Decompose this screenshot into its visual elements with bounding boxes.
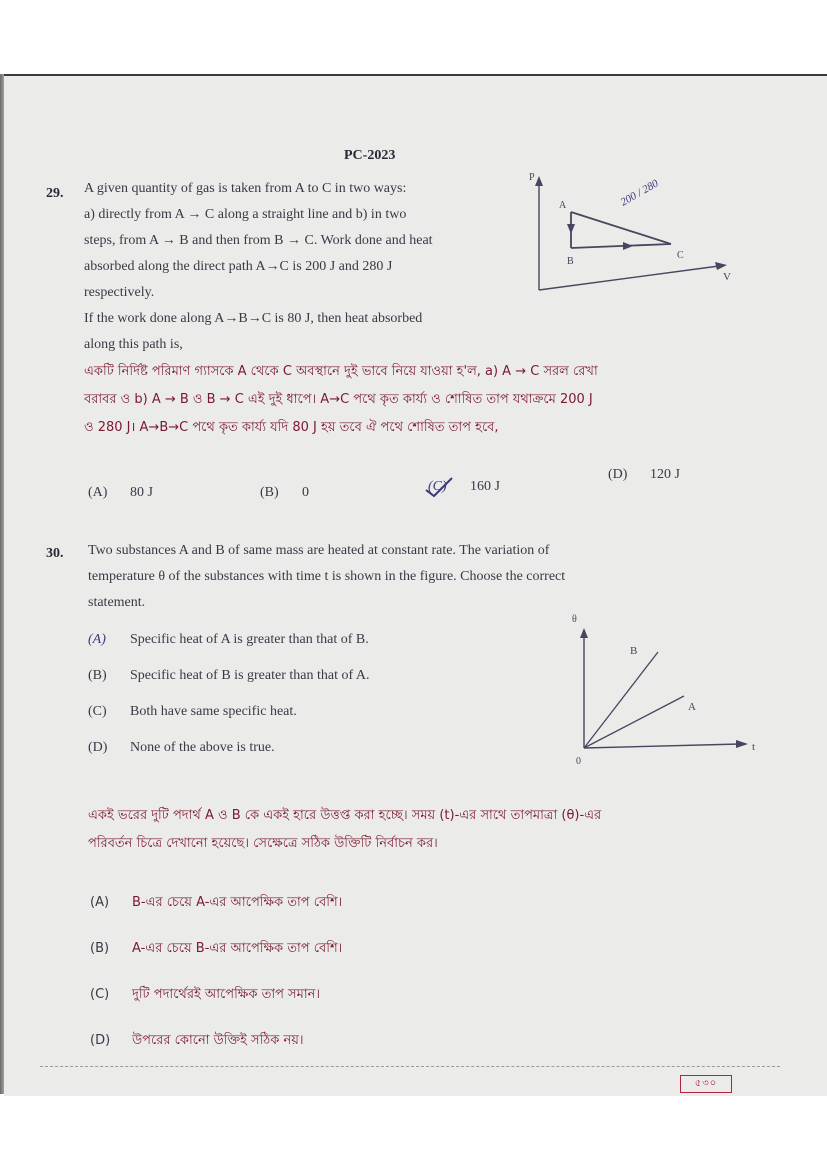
bengali-options-list xyxy=(90,880,590,1064)
option-text: 120 J xyxy=(650,467,680,482)
exam-page xyxy=(4,74,827,1096)
x-axis-label: t xyxy=(752,741,756,753)
text-line: respectively. xyxy=(84,285,155,300)
handwritten-note: 200 / 280 xyxy=(618,177,661,209)
tick-mark-icon xyxy=(422,474,458,500)
option-label: (C) xyxy=(90,987,110,1002)
option-d[interactable] xyxy=(88,730,508,766)
x-axis-arrow xyxy=(736,740,748,748)
option-c[interactable] xyxy=(428,474,500,500)
y-axis-label: θ xyxy=(572,614,577,625)
bengali-line: পরিবর্তন চিত্রে দেখানো হয়েছে। সেক্ষেত্রে সঠিক উক্তিটি নির্বাচন কর। xyxy=(88,836,438,851)
option-b[interactable] xyxy=(88,658,508,694)
theta-time-graph xyxy=(560,610,770,770)
text-line: steps, from A → B and then from B → C. Work done and heat xyxy=(84,233,433,248)
option-text: B-এর চেয়ে A-এর আপেক্ষিক তাপ বেশি। xyxy=(132,895,343,910)
bengali-option-d[interactable] xyxy=(90,1018,590,1064)
point-c-label: C xyxy=(677,250,684,261)
bengali-option-c[interactable] xyxy=(90,972,590,1018)
origin-label: 0 xyxy=(576,756,581,767)
option-b[interactable] xyxy=(260,480,309,506)
option-text: 0 xyxy=(302,485,309,500)
option-label: (D) xyxy=(88,740,108,755)
text-line: a) directly from A → C along a straight line and b) in two xyxy=(84,207,407,222)
x-axis xyxy=(584,744,740,748)
text-line: temperature θ of the substances with time t is shown in the figure. Choose the correct xyxy=(88,569,566,584)
path-b-to-c xyxy=(571,244,671,248)
x-axis-label: V xyxy=(723,271,731,283)
bengali-line: একটি নির্দিষ্ট পরিমাণ গ্যাসকে A থেকে C অবস্থানে দুই ভাবে নিয়ে যাওয়া হ'ল, a) A → C সরল রেখা xyxy=(84,364,598,379)
question-text xyxy=(84,176,524,358)
option-text: Specific heat of A is greater than that of B. xyxy=(130,632,369,647)
question-text xyxy=(88,538,788,616)
pv-diagram xyxy=(519,168,749,298)
text-line: A given quantity of gas is taken from A to C in two ways: xyxy=(84,181,407,196)
option-c[interactable] xyxy=(88,694,508,730)
bengali-question-text xyxy=(84,358,764,442)
option-label: (C) xyxy=(88,704,107,719)
y-axis-arrow xyxy=(580,628,588,638)
bengali-line: একই ভরের দুটি পদার্থ A ও B কে একই হারে উত্তপ্ত করা হচ্ছে। সময় (t)-এর সাথে তাপমাত্রা (θ)-এর xyxy=(88,808,602,823)
bengali-option-b[interactable] xyxy=(90,926,590,972)
footer-stamp: ৫৩০ xyxy=(680,1075,732,1093)
option-text: 80 J xyxy=(130,485,153,500)
option-text: Specific heat of B is greater than that of A. xyxy=(130,668,370,683)
option-label: (B) xyxy=(90,941,110,956)
option-a[interactable] xyxy=(88,622,508,658)
question-number: 29. xyxy=(46,186,64,201)
option-a[interactable] xyxy=(88,480,153,506)
option-text: 160 J xyxy=(470,479,500,494)
text-line: statement. xyxy=(88,595,146,610)
text-line: along this path is, xyxy=(84,337,183,352)
line-b xyxy=(584,652,658,748)
text-line: Two substances A and B of same mass are heated at constant rate. The variation of xyxy=(88,543,550,558)
point-a-label: A xyxy=(559,200,567,211)
option-label: (D) xyxy=(90,1033,111,1048)
option-text: A-এর চেয়ে B-এর আপেক্ষিক তাপ বেশি। xyxy=(132,941,343,956)
question-number: 30. xyxy=(46,546,64,561)
arrow-a-to-b xyxy=(567,224,575,234)
line-a xyxy=(584,696,684,748)
y-axis-arrow xyxy=(535,176,543,186)
page-code: PC-2023 xyxy=(344,148,396,163)
arrow-b-to-c xyxy=(623,242,633,250)
option-label: (B) xyxy=(260,485,279,500)
option-label: (A) xyxy=(88,632,106,647)
option-text: Both have same specific heat. xyxy=(130,704,297,719)
line-b-label: B xyxy=(630,645,638,657)
footer-divider xyxy=(40,1066,780,1067)
bengali-line: ও 280 J। A→B→C পথে কৃত কার্য্য যদি 80 J হয় তবে ঐ পথে শোষিত তাপ হবে, xyxy=(84,420,499,435)
option-label: (A) xyxy=(88,485,108,500)
option-text: None of the above is true. xyxy=(130,740,275,755)
bengali-option-a[interactable] xyxy=(90,880,590,926)
option-label: (A) xyxy=(90,895,110,910)
x-axis xyxy=(539,266,719,290)
x-axis-arrow xyxy=(715,262,727,270)
text-line: absorbed along the direct path A→C is 200 J and 280 J xyxy=(84,259,393,274)
line-a-label: A xyxy=(688,701,696,713)
option-d[interactable] xyxy=(608,462,680,488)
option-label: (D) xyxy=(608,467,628,482)
option-label: (C) xyxy=(428,479,447,494)
bengali-line: বরাবর ও b) A → B ও B → C এই দুই ধাপে। A→C পথে কৃত কার্য্য ও শোষিত তাপ যথাক্রমে 200 J xyxy=(84,392,593,407)
y-axis-label: P xyxy=(529,172,535,183)
options-list xyxy=(88,622,508,766)
point-b-label: B xyxy=(567,256,574,267)
text-line: If the work done along A→B→C is 80 J, then heat absorbed xyxy=(84,311,423,326)
option-text: উপরের কোনো উক্তিই সঠিক নয়। xyxy=(132,1033,304,1048)
option-text: দুটি পদার্থেরই আপেক্ষিক তাপ সমান। xyxy=(132,987,321,1002)
path-a-to-c xyxy=(571,212,671,244)
bengali-question-text xyxy=(88,802,788,858)
option-label: (B) xyxy=(88,668,107,683)
